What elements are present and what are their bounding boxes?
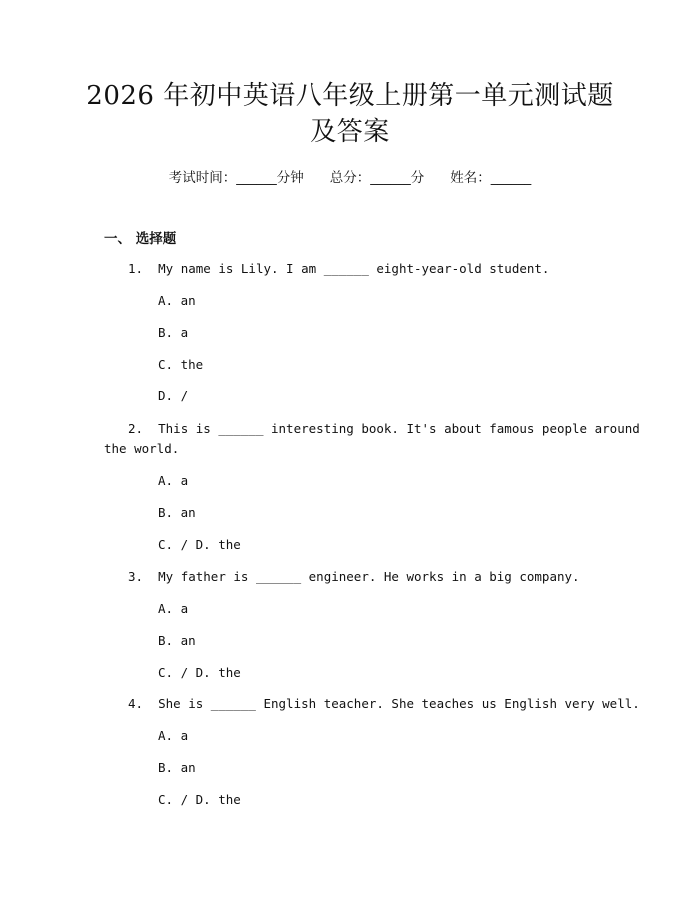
option: B. an bbox=[158, 760, 196, 775]
option: A. a bbox=[158, 601, 189, 616]
exam-time-field: 考试时间：______分钟 bbox=[168, 170, 304, 186]
question-number: 3. bbox=[128, 569, 144, 584]
question-text: My father is ______ engineer. He works in a big company. bbox=[158, 569, 580, 584]
option: B. a bbox=[158, 325, 189, 340]
question-number: 2. bbox=[128, 421, 144, 436]
question-1 bbox=[128, 259, 549, 279]
name-field: 姓名：______ bbox=[450, 170, 532, 186]
option: A. an bbox=[158, 293, 196, 308]
option: B. an bbox=[158, 505, 196, 520]
option: C. / D. the bbox=[158, 792, 241, 807]
question-text: My name is Lily. I am ______ eight-year-old student. bbox=[158, 261, 550, 276]
option: C. / D. the bbox=[158, 537, 241, 552]
option: C. / D. the bbox=[158, 665, 241, 680]
option: D. / bbox=[158, 388, 189, 403]
option: C. the bbox=[158, 357, 204, 372]
option: B. an bbox=[158, 633, 196, 648]
title-line-1: 2026 年初中英语八年级上册第一单元测试题 bbox=[86, 81, 614, 111]
question-2 bbox=[128, 419, 640, 439]
section-heading: 一、 选择题 bbox=[104, 231, 177, 247]
option: A. a bbox=[158, 728, 189, 743]
question-text: This is ______ interesting book. It's about famous people around bbox=[158, 421, 640, 436]
question-number: 1. bbox=[128, 261, 144, 276]
exam-info-line bbox=[0, 168, 700, 188]
title-line-2: 及答案 bbox=[310, 117, 390, 147]
question-4 bbox=[128, 694, 640, 714]
question-number: 4. bbox=[128, 696, 144, 711]
page-title bbox=[60, 78, 640, 150]
question-text-continued: the world. bbox=[104, 441, 180, 456]
total-score-field: 总分：______分 bbox=[329, 170, 425, 186]
question-3 bbox=[128, 567, 580, 587]
option: A. a bbox=[158, 473, 189, 488]
question-text: She is ______ English teacher. She teaches us English very well. bbox=[158, 696, 640, 711]
